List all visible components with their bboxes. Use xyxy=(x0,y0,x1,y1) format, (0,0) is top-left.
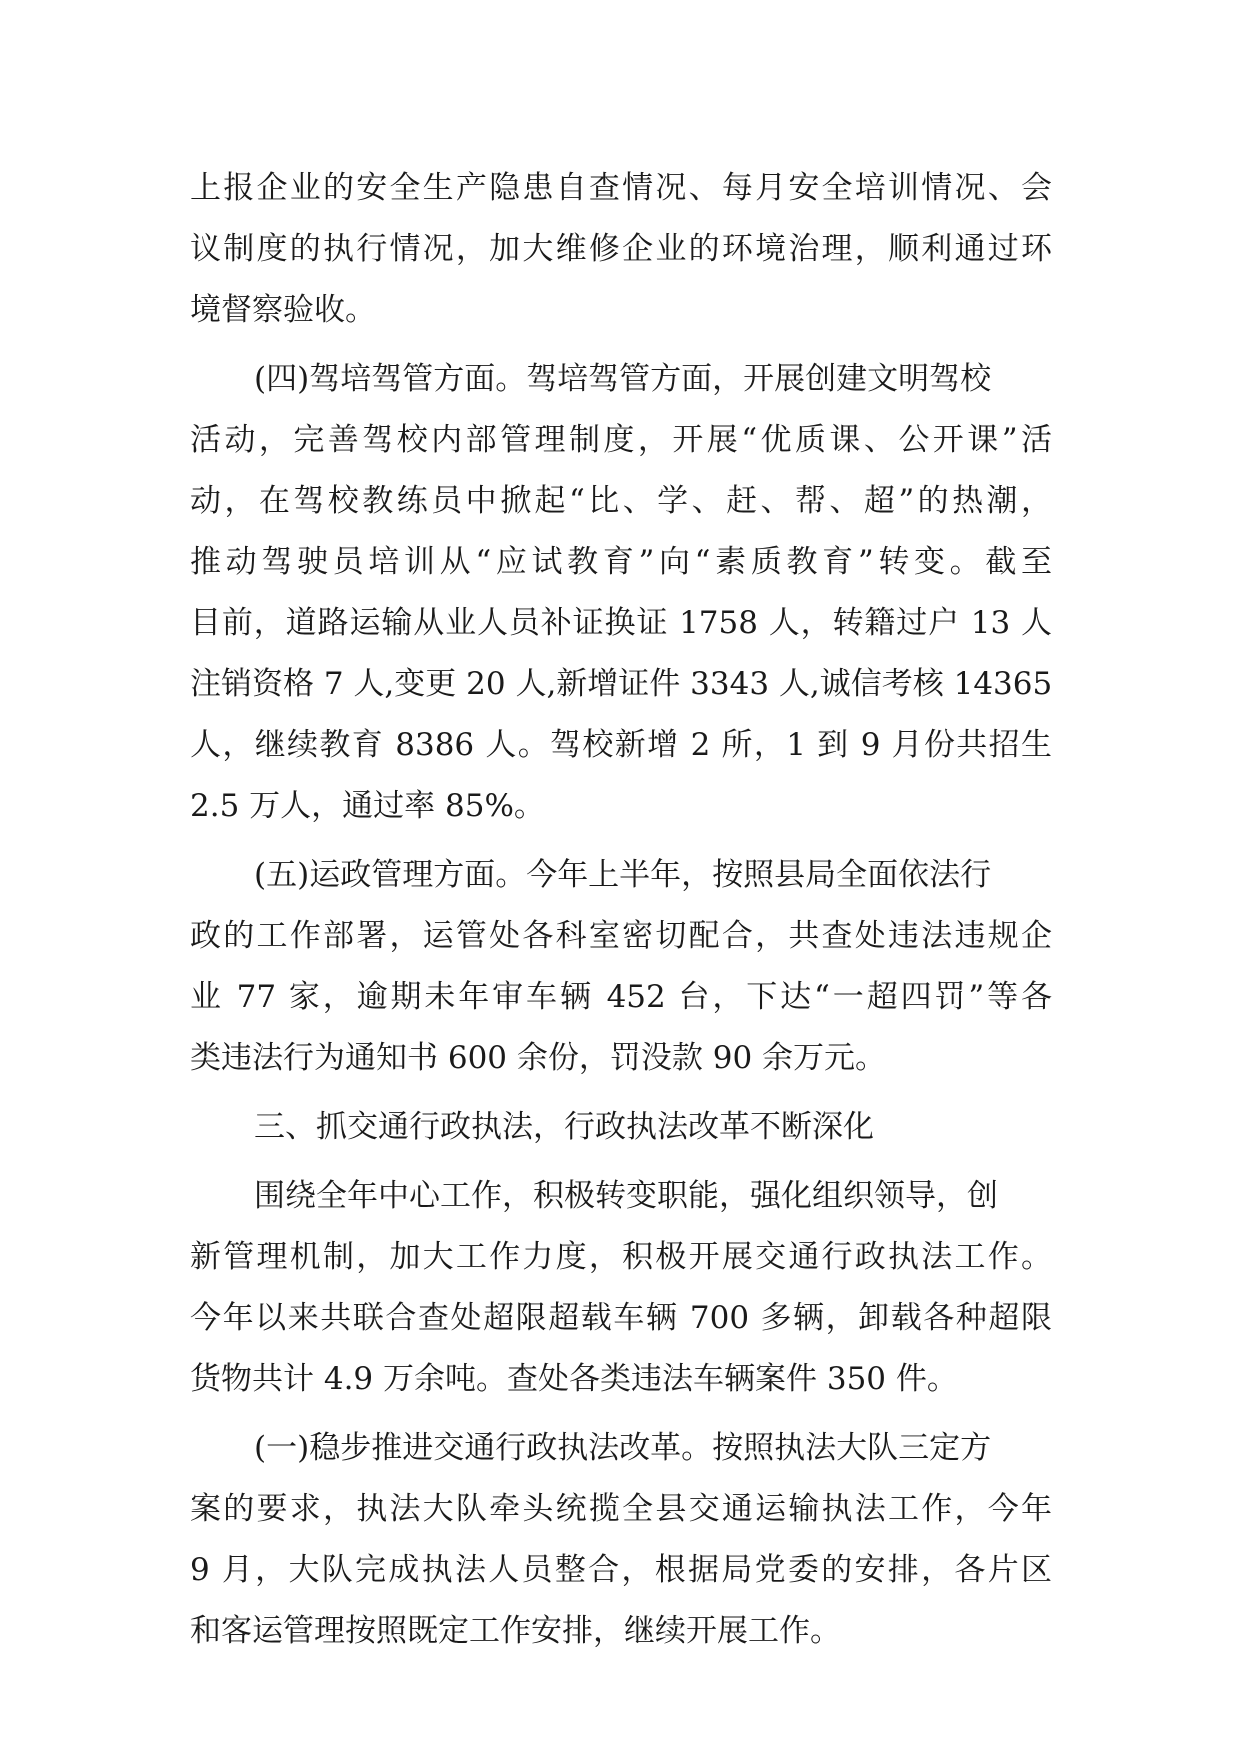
paragraph-line: 政的工作部署，运管处各科室密切配合，共查处违法违规企 xyxy=(190,918,1052,954)
paragraph-line: 业 77 家，逾期未年审车辆 452 台，下达“一超四罚”等各 xyxy=(190,979,1052,1015)
paragraph-line: 类违法行为通知书 600 余份，罚没款 90 余万元。 xyxy=(190,1040,887,1076)
paragraph-line: 境督察验收。 xyxy=(190,292,376,328)
paragraph-line: (五)运政管理方面。今年上半年，按照县局全面依法行 xyxy=(254,857,992,893)
paragraph-line: 围绕全年中心工作，积极转变职能，强化组织领导，创 xyxy=(254,1178,998,1214)
paragraph-line: 动，在驾校教练员中掀起“比、学、赶、帮、超”的热潮， xyxy=(190,483,1052,519)
paragraph-line: 和客运管理按照既定工作安排，继续开展工作。 xyxy=(190,1613,841,1649)
paragraph-line: 2.5 万人，通过率 85%。 xyxy=(190,788,545,824)
paragraph-line: 上报企业的安全生产隐患自查情况、每月安全培训情况、会 xyxy=(190,170,1052,206)
paragraph-line: 9 月，大队完成执法人员整合，根据局党委的安排，各片区 xyxy=(190,1552,1052,1588)
paragraph-line: 货物共计 4.9 万余吨。查处各类违法车辆案件 350 件。 xyxy=(190,1361,958,1397)
paragraph-line: 推动驾驶员培训从“应试教育”向“素质教育”转变。截至 xyxy=(190,544,1052,580)
section-heading: 三、抓交通行政执法，行政执法改革不断深化 xyxy=(254,1109,874,1145)
paragraph-line: 人，继续教育 8386 人。驾校新增 2 所，1 到 9 月份共招生 xyxy=(190,727,1052,763)
document-body xyxy=(190,158,1052,1662)
paragraph-line: 活动，完善驾校内部管理制度，开展“优质课、公开课”活 xyxy=(190,422,1052,458)
paragraph-line: 今年以来共联合查处超限超载车辆 700 多辆，卸载各种超限 xyxy=(190,1300,1052,1336)
paragraph-line: 议制度的执行情况，加大维修企业的环境治理，顺利通过环 xyxy=(190,231,1052,267)
paragraph-line: 注销资格 7 人,变更 20 人,新增证件 3343 人,诚信考核 14365 xyxy=(190,666,1053,702)
paragraph-line: (四)驾培驾管方面。驾培驾管方面，开展创建文明驾校 xyxy=(254,361,992,397)
paragraph-line: 新管理机制，加大工作力度，积极开展交通行政执法工作。 xyxy=(190,1239,1052,1275)
paragraph-line: (一)稳步推进交通行政执法改革。按照执法大队三定方 xyxy=(254,1430,992,1466)
paragraph-line: 案的要求，执法大队牵头统揽全县交通运输执法工作，今年 xyxy=(190,1491,1052,1527)
paragraph-line: 目前，道路运输从业人员补证换证 1758 人，转籍过户 13 人 xyxy=(190,605,1052,641)
